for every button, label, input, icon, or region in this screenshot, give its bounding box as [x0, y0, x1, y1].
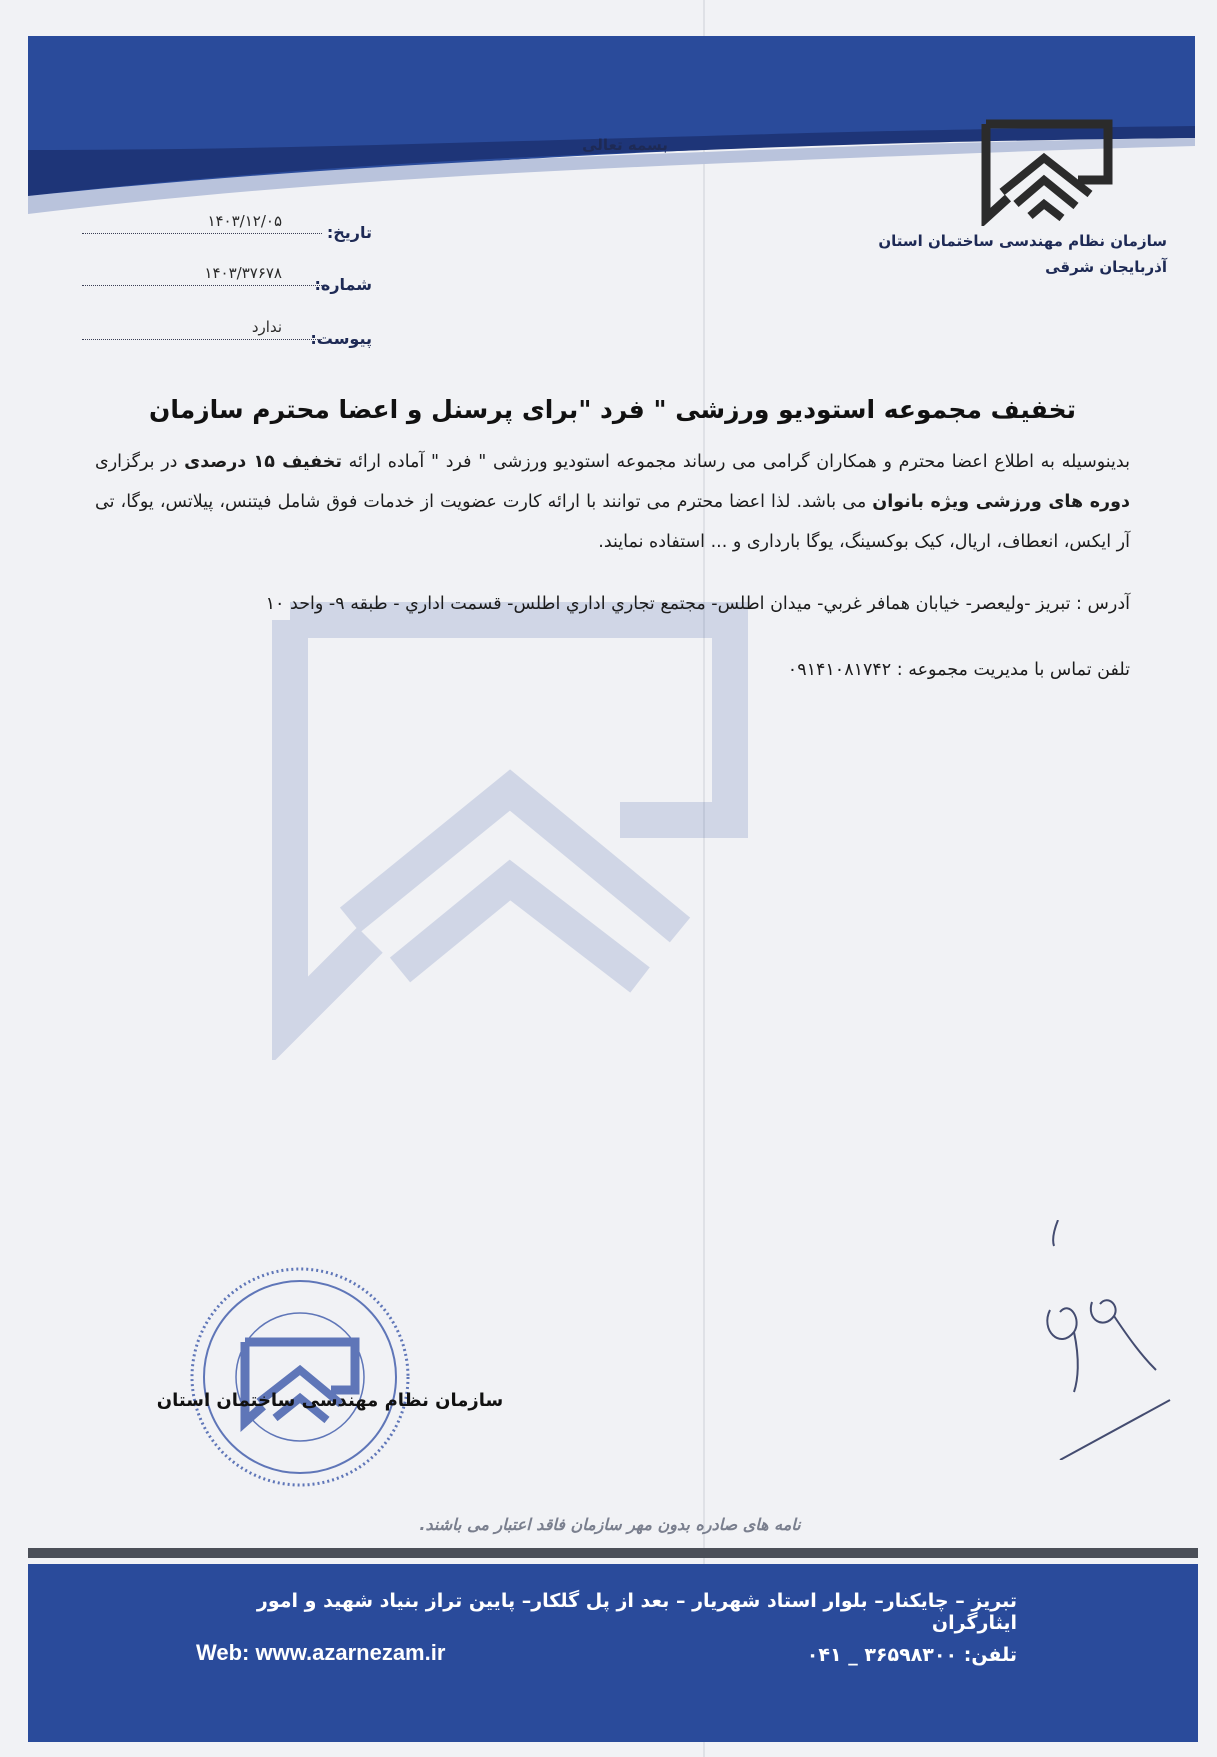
footer-website-link[interactable]: Web: www.azarnezam.ir [196, 1640, 446, 1665]
attachment-dotted-line [82, 339, 322, 340]
footer-divider [28, 1548, 1198, 1558]
letter-paragraph [95, 442, 1130, 562]
organization-name [867, 228, 1167, 280]
attachment-label: پیوست: [310, 329, 372, 348]
date-label: تاریخ: [326, 223, 372, 242]
paragraph-text-1: بدینوسیله به اطلاع اعضا محترم و همکاران گرامی می رساند مجموعه استودیو ورزشی " فرد " آماده ارائه [341, 452, 1130, 472]
organization-name-line2: آذربایجان شرقی [1045, 258, 1167, 276]
letter-title: تخفیف مجموعه استودیو ورزشی " فرد "برای پرسنل و اعضا محترم سازمان [148, 395, 1077, 424]
paragraph-text-2: در برگزاری [95, 452, 185, 472]
validity-note: نامه های صادره بدون مهر سازمان فاقد اعتبار می باشند. [419, 1515, 801, 1534]
bismillah-heading: بسمه تعالی [582, 136, 668, 154]
date-dotted-line [82, 233, 322, 234]
address-line: آدرس : تبریز -ولیعصر- خیابان همافر غربي- میدان اطلس- مجتمع تجاري اداري اطلس- قسمت اداري - طبقه ۹- واحد ۱۰ [265, 594, 1130, 614]
date-value: ۱۴۰۳/۱۲/۰۵ [207, 212, 282, 230]
date-field [82, 204, 372, 244]
attachment-field [82, 310, 372, 350]
discount-highlight: تخفیف ۱۵ درصدی [184, 452, 342, 472]
footer-address: تبریز – چایکنار– بلوار استاد شهریار – بعد از پل گلکار– پایین تراز بنیاد شهید و امور ایثارگران [256, 1590, 1017, 1634]
footer-phone: تلفن: ۳۶۵۹۸۳۰۰ _ ۰۴۱ [806, 1644, 1017, 1666]
organization-name-line1: سازمان نظام مهندسی ساختمان استان [878, 232, 1167, 250]
signature-label: سازمان نظام مهندسی ساختمان استان [156, 1390, 504, 1411]
paragraph-text-3: می باشد. لذا اعضا محترم می توانند با ارائه کارت عضویت از خدمات فوق شامل فیتنس، پیلاتس، یوگا، تی آر ایکس، انعطاف، اریال، کیک بوکسینگ، یوگا بارداری و ... استفاده نمایند. [95, 492, 1130, 552]
letter-body [95, 395, 1130, 688]
number-value: ۱۴۰۳/۳۷۶۷۸ [204, 264, 282, 282]
attachment-value: ندارد [251, 318, 282, 336]
number-dotted-line [82, 285, 322, 286]
organization-stamp-icon [185, 1262, 415, 1492]
number-field [82, 256, 372, 296]
courses-highlight: دوره های ورزشی ویژه بانوان [872, 492, 1130, 512]
number-label: شماره: [314, 275, 372, 294]
handwritten-note-icon [1030, 1220, 1190, 1460]
phone-line: تلفن تماس با مدیریت مجموعه : ۰۹۱۴۱۰۸۱۷۴۲ [787, 660, 1130, 680]
organization-logo-icon [980, 118, 1120, 226]
